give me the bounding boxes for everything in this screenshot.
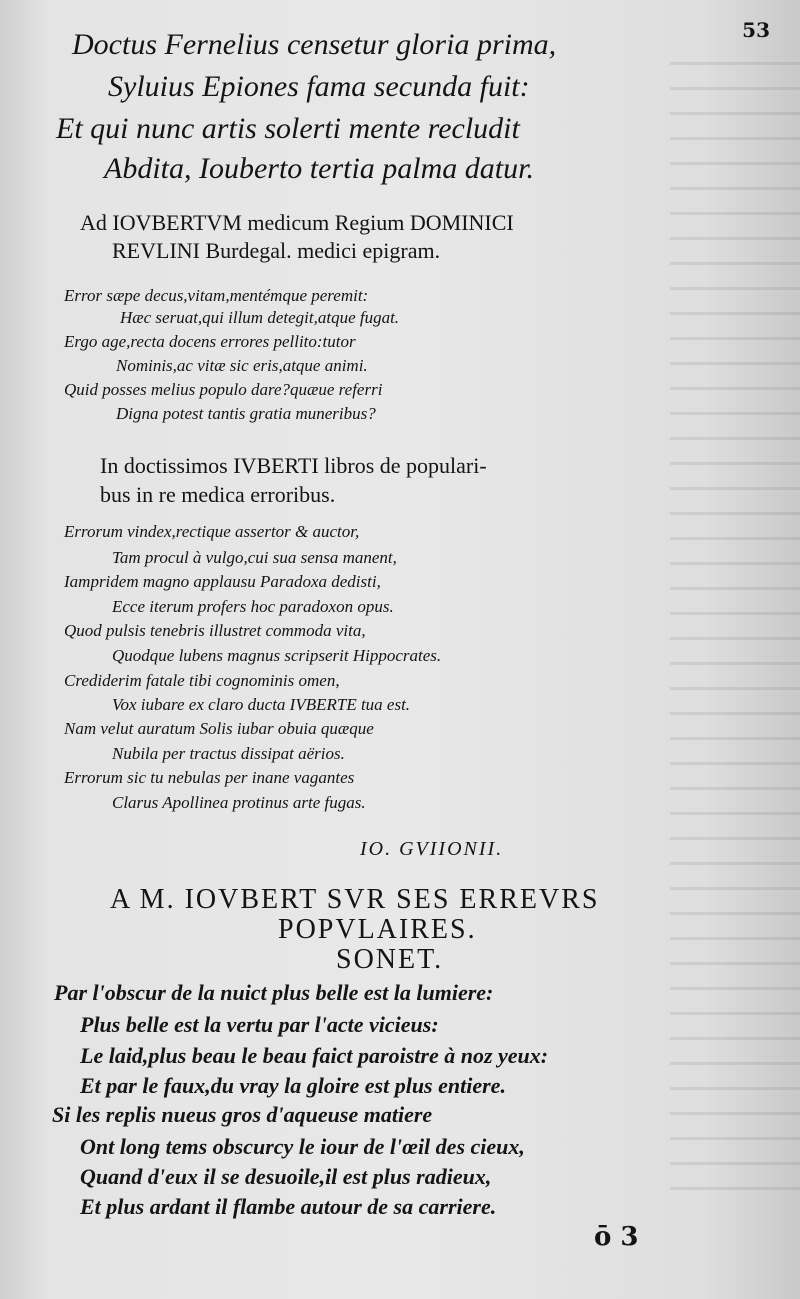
epigram-heading: In doctissimos IVBERTI libros de populari- — [100, 453, 487, 478]
verse-line: Quid posses melius populo dare?quæue referri — [64, 380, 383, 399]
verse-line: Ergo age,recta docens errores pellito:tutor — [64, 332, 356, 351]
sonnet-line: Le laid,plus beau le beau faict paroistre à noz yeux: — [80, 1043, 549, 1068]
page-number: 53 — [742, 18, 770, 42]
verse-line: Syluius Epiones fama secunda fuit: — [108, 70, 530, 103]
author-signature: IO. GVIIONII. — [360, 838, 504, 860]
verse-line: Crediderim fatale tibi cognominis omen, — [64, 671, 340, 690]
verse-line: Quod pulsis tenebris illustret commoda vita, — [64, 621, 366, 640]
show-through-text — [670, 40, 800, 1190]
verse-line: Ecce iterum profers hoc paradoxon opus. — [112, 597, 394, 616]
verse-line: Nominis,ac vitæ sic eris,atque animi. — [116, 356, 368, 375]
epigram-heading: REVLINI Burdegal. medici epigram. — [112, 238, 441, 263]
sonnet-title: A M. IOVBERT SVR SES ERREVRS — [110, 884, 600, 915]
sonnet-line: Et plus ardant il flambe autour de sa carriere. — [80, 1194, 497, 1219]
sonnet-line: Si les replis nueus gros d'aqueuse matiere — [52, 1102, 433, 1127]
verse-line: Nam velut auratum Solis iubar obuia quæque — [64, 719, 374, 738]
verse-line: Vox iubare ex claro ducta IVBERTE tua est. — [112, 695, 411, 714]
verse-line: Digna potest tantis gratia muneribus? — [116, 404, 376, 423]
verse-line: Et qui nunc artis solerti mente recludit — [56, 112, 520, 145]
verse-line: Iampridem magno applausu Paradoxa dedisti, — [64, 572, 381, 591]
verse-line: Hæc seruat,qui illum detegit,atque fugat. — [120, 308, 400, 327]
sonnet-line: Quand d'eux il se desuoile,il est plus radieux, — [80, 1164, 492, 1189]
sonnet-line: Par l'obscur de la nuict plus belle est la lumiere: — [54, 980, 494, 1005]
verse-line: Clarus Apollinea protinus arte fugas. — [112, 793, 366, 812]
signature-mark: ō 3 — [594, 1222, 639, 1252]
sonnet-line: Ont long tems obscurcy le iour de l'œil des cieux, — [80, 1134, 525, 1159]
verse-line: Tam procul à vulgo,cui sua sensa manent, — [112, 548, 397, 567]
verse-line: Doctus Fernelius censetur gloria prima, — [72, 28, 557, 61]
verse-line: Abdita, Iouberto tertia palma datur. — [104, 152, 534, 185]
epigram-heading: Ad IOVBERTVM medicum Regium DOMINICI — [80, 210, 514, 235]
verse-line: Quodque lubens magnus scripserit Hippocrates. — [112, 646, 442, 665]
verse-line: Error sæpe decus,vitam,mentémque peremit: — [64, 286, 369, 305]
sonnet-label: SONET. — [336, 944, 444, 975]
verse-line: Errorum vindex,rectique assertor & auctor, — [64, 522, 360, 541]
sonnet-line: Plus belle est la vertu par l'acte vicieus: — [80, 1012, 439, 1037]
sonnet-title: POPVLAIRES. — [278, 914, 477, 945]
verse-line: Nubila per tractus dissipat aërios. — [112, 744, 345, 763]
verse-line: Errorum sic tu nebulas per inane vagantes — [64, 768, 355, 787]
epigram-heading: bus in re medica erroribus. — [100, 482, 336, 507]
sonnet-line: Et par le faux,du vray la gloire est plus entiere. — [80, 1073, 506, 1098]
